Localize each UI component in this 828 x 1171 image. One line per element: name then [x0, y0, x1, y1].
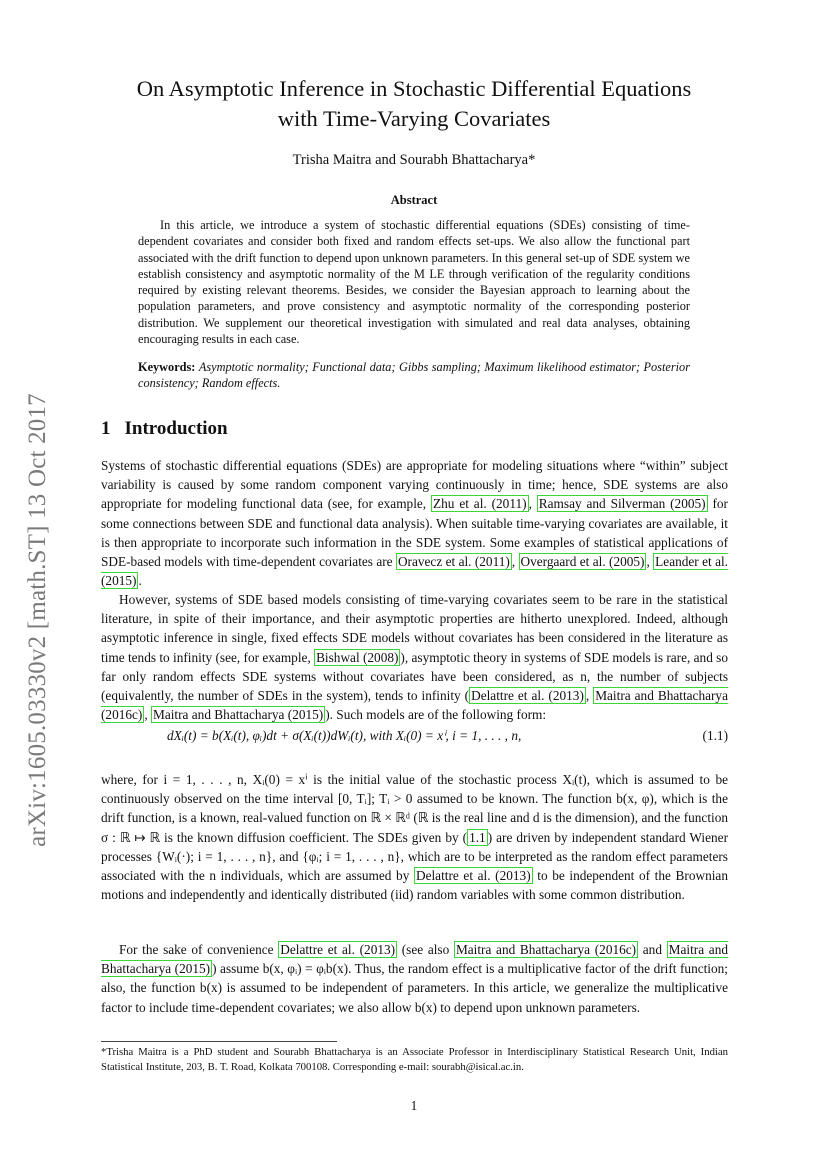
citation-link[interactable]: Delattre et al. (2013) — [471, 688, 584, 704]
citation-link[interactable]: Oravecz et al. (2011) — [397, 554, 510, 570]
paper-title — [80, 74, 748, 134]
equation-tag: (1.1) — [702, 728, 728, 743]
text: for some connections between SDE and functional data analysis). When suitable time-varying covariates are available, it is then appropriate to incorporate such information in the SDE system. Some examples of statistical applications of SDE-based models with time-dependent covariates are — [101, 496, 728, 570]
section-heading — [101, 418, 228, 440]
citation-link[interactable]: Bishwal (2008) — [316, 649, 399, 665]
paragraph-4 — [101, 940, 728, 1017]
footnote: *Trisha Maitra is a PhD student and Sourabh Bhattacharya is an Associate Professor in Interdisciplinary Statistical Research Unit, Indian Statistical Institute, 203, B. T. Road, Kolkata 700108. Corresponding e-mail: sourabh@isical.ac.in. — [101, 1046, 728, 1073]
text: However, systems of SDE based models consisting of time-varying covariates seem to be rare in the statistical literature, in spite of their importance, and their asymptotic properties are hitherto unexplored. Indeed, although asymptotic inference in single, fixed effects SDE models without covariates has been considered in the literature as time tends to infinity (see, for example, — [101, 592, 728, 665]
section-number: 1 — [101, 418, 111, 439]
citation-link[interactable]: Maitra and Bhattacharya (2015) — [153, 707, 324, 723]
text: to be independent of the Brownian motions and independently and identically distributed (iid) random variables with some common distribution. — [101, 868, 728, 903]
citation-link[interactable]: Maitra and Bhattacharya (2016c) — [101, 688, 728, 723]
paragraph-3 — [101, 770, 728, 904]
arxiv-identifier — [18, 350, 58, 890]
abstract-text: In this article, we introduce a system of stochastic differential equations (SDEs) consisting of time-dependent covariates and consider both fixed and random effects set-ups. We also allow the functional part associated with the drift function to depend upon unknown parameters. In this general set-up of SDE system we establish consistency and asymptotic normality of the M LE through verification of the regularity conditions required by existing relevant theorems. Besides, we consider the Bayesian approach to learning about the population parameters, and prove consistency and asymptotic normality of the corresponding posterior distribution. We supplement our theoretical investigation with simulated and real data analyses, obtaining encouraging results in each case. — [138, 218, 690, 347]
text: (see also — [397, 942, 454, 957]
equation-link[interactable]: 1.1 — [469, 829, 486, 845]
keywords-text: Asymptotic normality; Functional data; Gibbs sampling; Maximum likelihood estimator; Posterior consistency; Random effects. — [138, 360, 690, 391]
section-title: Introduction — [124, 418, 228, 439]
text: . — [138, 573, 142, 589]
text: ), asymptotic theory in systems of SDE models is rare, and so far only random effects SDE systems without covariates have been considered, as n, the number of subjects (equivalently, the number of SDEs in the system), tends to infinity ( — [101, 649, 728, 704]
abstract-heading: Abstract — [390, 193, 438, 207]
arxiv-id-text: arXiv:1605.03330v2 [math.ST] 13 Oct 2017 — [24, 393, 51, 847]
title-line-2: with Time-Varying Covariates — [277, 106, 551, 131]
text: , — [585, 688, 594, 704]
keywords-label: Keywords: — [138, 360, 196, 374]
paragraph-1 — [101, 456, 728, 590]
abstract — [138, 217, 690, 347]
citation-link[interactable]: Zhu et al. (2011) — [433, 496, 527, 512]
citation-link[interactable]: Delattre et al. (2013) — [280, 942, 396, 957]
citation-link[interactable]: Leander et al. (2015) — [101, 554, 728, 589]
citation-link[interactable]: Overgaard et al. (2005) — [520, 554, 645, 570]
citation-link[interactable]: Delattre et al. (2013) — [415, 868, 531, 884]
citation-link[interactable]: Ramsay and Silverman (2005) — [538, 496, 706, 512]
text: , — [511, 554, 519, 570]
title-line-1: On Asymptotic Inference in Stochastic Differential Equations — [136, 76, 692, 101]
citation-link[interactable]: Maitra and Bhattacharya (2016c) — [455, 942, 637, 957]
equation-expression: dXᵢ(t) = b(Xᵢ(t), φᵢ)dt + σ(Xᵢ(t))dWᵢ(t), with Xᵢ(0) = xⁱ, i = 1, . . . , n, — [167, 728, 522, 743]
text: , — [144, 707, 152, 723]
equation-1-1 — [101, 728, 728, 748]
text: and — [638, 942, 667, 957]
text: Systems of stochastic differential equations (SDEs) are appropriate for modeling situations where “within” subject variability is caused by some random component varying continuously in time; hence, SDE systems are also appropriate for modeling functional data (see, for example, — [101, 458, 728, 512]
text: ). Such models are of the following form: — [325, 707, 547, 723]
keywords — [138, 359, 690, 392]
text: ) assume b(x, φᵢ) = φᵢb(x). Thus, the random effect is a multiplicative factor of the drift function; also, the function b(x) is assumed to be independent of parameters. In this article, we generalize the multiplicative factor to include time-dependent covariates; we also allow b(x) to depend upon unknown parameters. — [101, 961, 728, 1015]
footnote-rule — [101, 1041, 337, 1042]
citation-link[interactable]: Maitra and Bhattacharya (2015) — [101, 942, 728, 977]
text: , — [528, 496, 537, 512]
text: where, for i = 1, . . . , n, Xᵢ(0) = xⁱ is the initial value of the stochastic process Xᵢ(t), which is assumed to be continuously observed on the time interval [0, Tᵢ]; Tᵢ > 0 assumed to be known. The function b(x, φ), which is the drift function, is a known, real-valued function on ℝ × ℝᵈ (ℝ is the real line and d is the dimension), and the function σ : ℝ ↦ ℝ is the known diffusion coefficient. The SDEs given by ( — [101, 772, 728, 845]
page-number: 1 — [410, 1098, 418, 1113]
text: For the sake of convenience — [119, 942, 279, 957]
paragraph-2 — [101, 590, 728, 724]
text: , — [646, 554, 654, 570]
authors: Trisha Maitra and Sourabh Bhattacharya* — [292, 152, 536, 168]
text: ) are driven by independent standard Wiener processes {Wᵢ(·); i = 1, . . . , n}, and {φᵢ; i = 1, . . . , n}, which are to be interpreted as the random effect parameters associated with the n individuals, which are assumed by — [101, 829, 728, 884]
